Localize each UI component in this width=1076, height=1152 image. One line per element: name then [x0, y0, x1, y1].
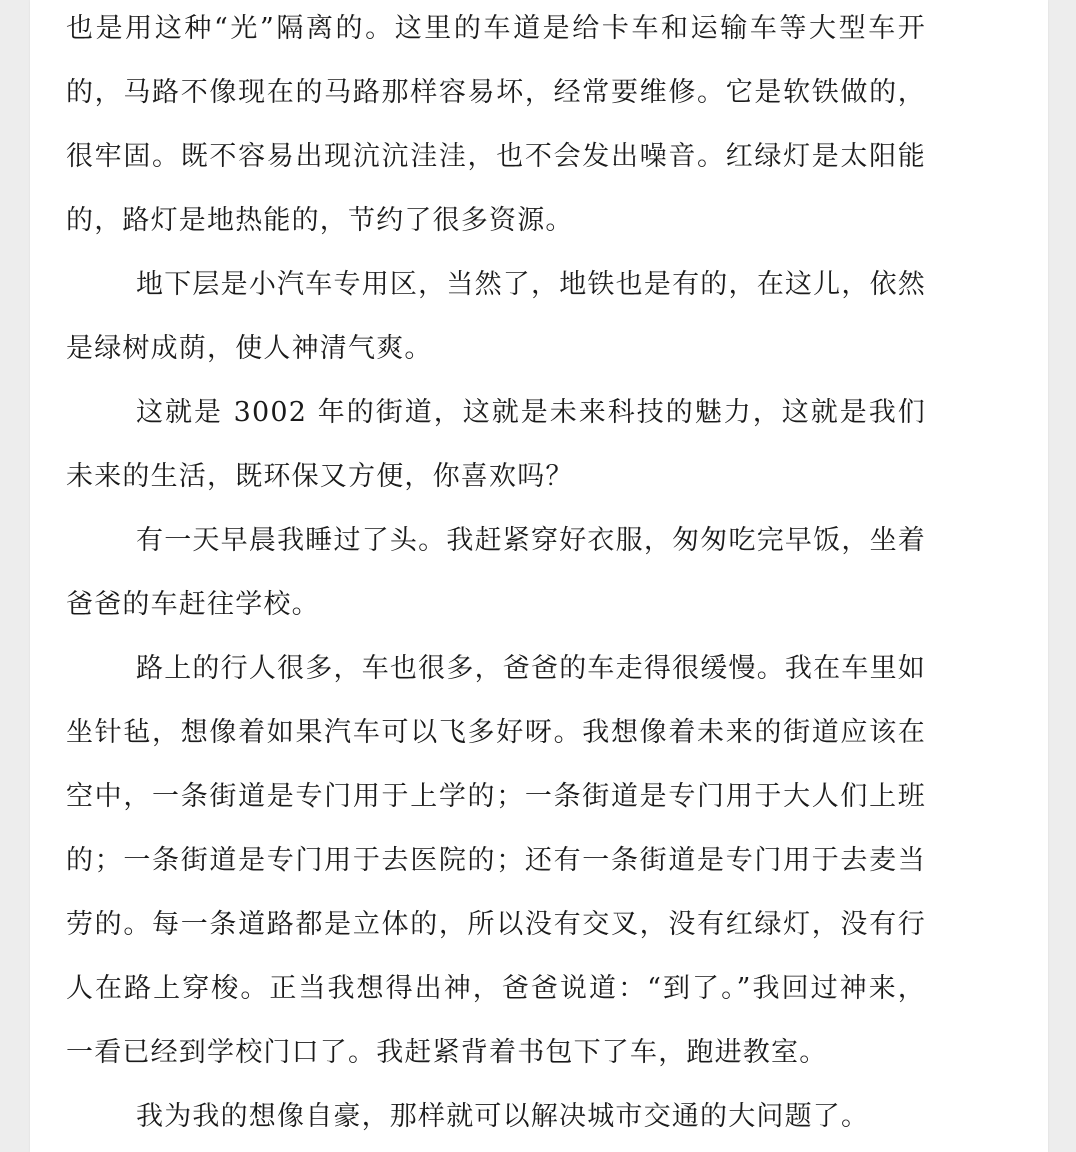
paragraph: 路上的行人很多，车也很多，爸爸的车走得很缓慢。我在车里如坐针毡，想像着如果汽车可以飞多好呀。我想像着未来的街道应该在空中，一条街道是专门用于上学的；一条街道是专门用于大人们上班的；一条街道是专门用于去医院的；还有一条街道是专门用于去麦当劳的。每一条道路都是立体的，所以没有交叉，没有红绿灯，没有行人在路上穿梭。正当我想得出神，爸爸说道：“到了。”我回过神来，一看已经到学校门口了。我赶紧背着书包下了车，跑进教室。	[66, 653, 926, 1068]
document-body	[66, 0, 926, 1149]
paragraph: 这就是 3002 年的街道，这就是未来科技的魅力，这就是我们未来的生活，既环保又方便，你喜欢吗？	[66, 397, 926, 492]
document-page	[30, 0, 1048, 1152]
paragraph: 有一天早晨我睡过了头。我赶紧穿好衣服，匆匆吃完早饭，坐着爸爸的车赶往学校。	[66, 525, 926, 620]
paragraph: 我为我的想像自豪，那样就可以解决城市交通的大问题了。	[136, 1101, 870, 1132]
paragraph: 地下层是小汽车专用区，当然了，地铁也是有的，在这儿，依然是绿树成荫，使人神清气爽。	[66, 269, 926, 364]
paragraph: 也是用这种“光”隔离的。这里的车道是给卡车和运输车等大型车开的，马路不像现在的马路那样容易坏，经常要维修。它是软铁做的，很牢固。既不容易出现沆沆洼洼，也不会发出噪音。红绿灯是太阳能的，路灯是地热能的，节约了很多资源。	[66, 13, 926, 236]
